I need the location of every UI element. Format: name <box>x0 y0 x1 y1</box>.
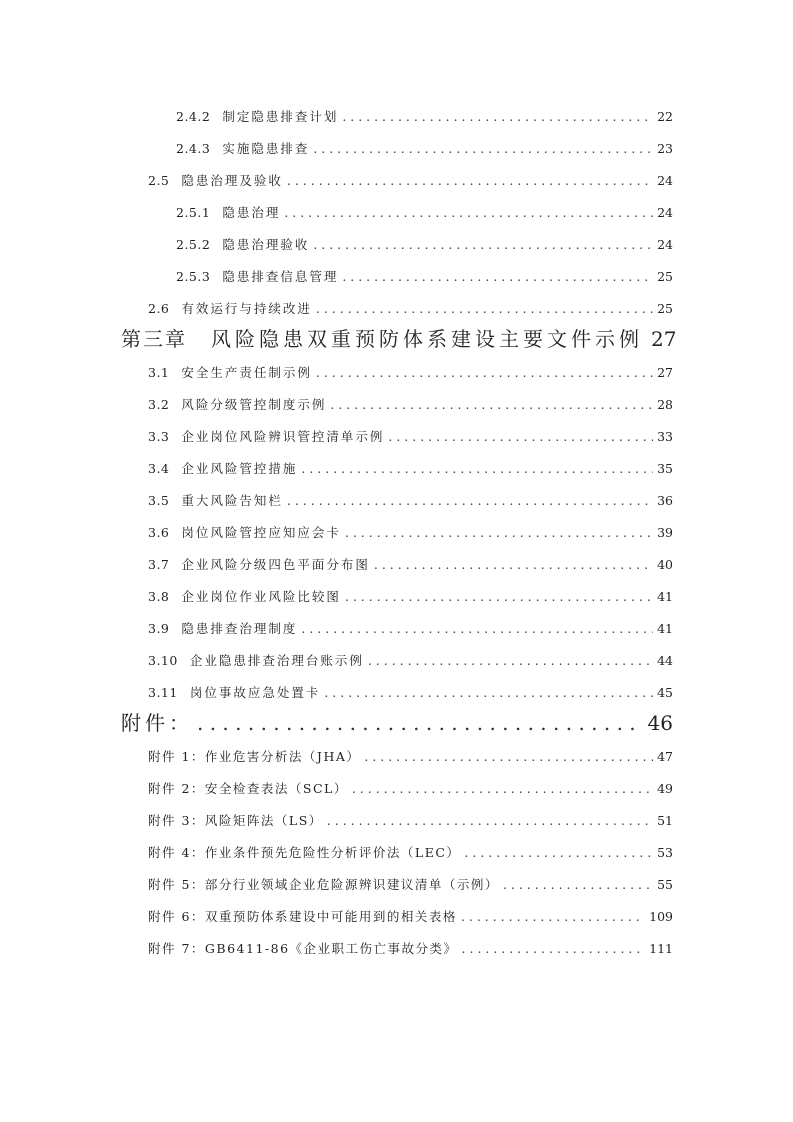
toc-entry-3-8[interactable] <box>148 588 673 606</box>
toc-entry-page: 109 <box>649 909 673 924</box>
toc-chapter-page: 27 <box>651 327 677 351</box>
toc-entry-page: 41 <box>657 621 673 636</box>
toc-entry-title: 隐患治理 <box>222 205 281 220</box>
toc-entry-title: 风险分级管控制度示例 <box>181 397 327 412</box>
toc-entry-title: 附件 2：安全检查表法（SCL） <box>148 781 348 796</box>
toc-entry-page: 41 <box>657 589 673 604</box>
toc-entry-page: 44 <box>657 653 673 668</box>
toc-appendix-4[interactable] <box>148 844 673 862</box>
toc-entry-title: 企业隐患排查治理台账示例 <box>189 653 364 668</box>
toc-entry-number: 3.10 <box>148 653 178 668</box>
toc-entry-title: 隐患治理及验收 <box>181 173 283 188</box>
toc-entry-3-11[interactable] <box>148 684 673 702</box>
toc-dot-leader <box>374 556 653 574</box>
toc-entry-number: 3.8 <box>148 589 170 604</box>
toc-appendix-7[interactable] <box>148 940 673 958</box>
toc-entry-2-5-3[interactable] <box>176 268 673 286</box>
toc-entry-2-4-3[interactable] <box>176 140 673 158</box>
toc-appendix-6[interactable] <box>148 908 673 926</box>
toc-dot-leader <box>464 844 653 862</box>
toc-entry-title: 岗位风险管控应知应会卡 <box>181 525 341 540</box>
toc-dot-leader <box>503 876 653 894</box>
toc-entry-page: 24 <box>657 205 673 220</box>
toc-dot-leader <box>287 172 653 190</box>
toc-entry-title: 企业风险分级四色平面分布图 <box>181 557 370 572</box>
toc-dot-leader <box>287 492 653 510</box>
toc-entry-title: 附件 1：作业危害分析法（JHA） <box>148 749 361 764</box>
toc-entry-number: 2.4.3 <box>176 141 211 156</box>
toc-entry-page: 28 <box>657 397 673 412</box>
toc-entry-title: 企业岗位风险辨识管控清单示例 <box>181 429 385 444</box>
toc-appendix-1[interactable] <box>148 748 673 766</box>
toc-entry-number: 2.4.2 <box>176 109 211 124</box>
toc-appendix-page: 46 <box>647 711 673 735</box>
toc-entry-page: 111 <box>649 941 673 956</box>
toc-entry-number: 3.3 <box>148 429 170 444</box>
toc-entry-page: 33 <box>657 429 673 444</box>
toc-entry-3-5[interactable] <box>148 492 673 510</box>
toc-entry-number: 2.5 <box>148 173 170 188</box>
toc-appendix-3[interactable] <box>148 812 673 830</box>
toc-entry-title: 有效运行与持续改进 <box>181 301 312 316</box>
toc-dot-leader <box>462 940 646 958</box>
toc-chapter-3[interactable] <box>121 326 677 352</box>
toc-entry-title: 隐患排查治理制度 <box>181 621 298 636</box>
toc-entry-2-6[interactable] <box>148 300 673 318</box>
toc-dot-leader <box>330 396 653 414</box>
toc-entry-page: 45 <box>657 685 673 700</box>
toc-entry-number: 2.6 <box>148 301 170 316</box>
toc-entry-title: 岗位事故应急处置卡 <box>189 685 321 700</box>
toc-entry-page: 49 <box>657 781 673 796</box>
toc-entry-3-9[interactable] <box>148 620 673 638</box>
toc-entry-number: 2.5.3 <box>176 269 211 284</box>
toc-appendix-2[interactable] <box>148 780 673 798</box>
toc-chapter-number: 第三章 <box>121 327 187 351</box>
toc-entry-3-3[interactable] <box>148 428 673 446</box>
toc-entry-2-5[interactable] <box>148 172 673 190</box>
toc-entry-title: 企业岗位作业风险比较图 <box>181 589 341 604</box>
toc-entry-page: 51 <box>657 813 673 828</box>
toc-entry-3-2[interactable] <box>148 396 673 414</box>
toc-entry-page: 25 <box>657 269 673 284</box>
toc-entry-number: 3.4 <box>148 461 170 476</box>
toc-entry-number: 2.5.1 <box>176 205 211 220</box>
toc-entry-title: 附件 5：部分行业领域企业危险源辨识建议清单（示例） <box>148 877 499 892</box>
toc-entry-title: 制定隐患排查计划 <box>222 109 339 124</box>
toc-entry-page: 22 <box>657 109 673 124</box>
toc-entry-3-6[interactable] <box>148 524 673 542</box>
toc-entry-page: 47 <box>657 749 673 764</box>
toc-entry-page: 23 <box>657 141 673 156</box>
toc-entry-number: 3.2 <box>148 397 170 412</box>
toc-appendix-5[interactable] <box>148 876 673 894</box>
toc-appendix-title: 附件： <box>121 711 193 735</box>
toc-dot-leader <box>313 236 653 254</box>
toc-entry-number: 3.5 <box>148 493 170 508</box>
toc-dot-leader <box>313 140 653 158</box>
toc-entry-3-10[interactable] <box>148 652 673 670</box>
toc-entry-title: 实施隐患排查 <box>222 141 310 156</box>
toc-entry-2-4-2[interactable] <box>176 108 673 126</box>
toc-entry-2-5-1[interactable] <box>176 204 673 222</box>
toc-dot-leader <box>197 710 644 736</box>
toc-entry-page: 36 <box>657 493 673 508</box>
toc-dot-leader <box>284 204 653 222</box>
toc-dot-leader <box>352 780 653 798</box>
toc-entry-title: 附件 4：作业条件预先危险性分析评价法（LEC） <box>148 845 461 860</box>
toc-dot-leader <box>345 524 653 542</box>
toc-dot-leader <box>461 908 645 926</box>
toc-entry-3-4[interactable] <box>148 460 673 478</box>
toc-dot-leader <box>364 748 653 766</box>
toc-dot-leader <box>345 588 653 606</box>
toc-entry-title: 附件 6：双重预防体系建设中可能用到的相关表格 <box>148 909 457 924</box>
toc-chapter-title: 风险隐患双重预防体系建设主要文件示例 <box>211 327 643 351</box>
toc-entry-number: 3.7 <box>148 557 170 572</box>
toc-dot-leader <box>316 364 653 382</box>
toc-entry-page: 35 <box>657 461 673 476</box>
toc-entry-3-1[interactable] <box>148 364 673 382</box>
toc-entry-page: 40 <box>657 557 673 572</box>
toc-entry-2-5-2[interactable] <box>176 236 673 254</box>
toc-entry-title: 隐患治理验收 <box>222 237 310 252</box>
toc-entry-page: 39 <box>657 525 673 540</box>
toc-entry-title: 附件 3：风险矩阵法（LS） <box>148 813 323 828</box>
toc-dot-leader <box>327 812 653 830</box>
toc-entry-number: 3.9 <box>148 621 170 636</box>
toc-entry-number: 3.6 <box>148 525 170 540</box>
toc-dot-leader <box>301 620 653 638</box>
toc-entry-number: 3.1 <box>148 365 170 380</box>
toc-appendix-heading[interactable] <box>121 710 673 736</box>
toc-entry-title: 附件 7：GB6411-86《企业职工伤亡事故分类》 <box>148 941 458 956</box>
toc-dot-leader <box>342 268 653 286</box>
toc-entry-3-7[interactable] <box>148 556 673 574</box>
toc-entry-page: 27 <box>657 365 673 380</box>
toc-entry-page: 24 <box>657 237 673 252</box>
toc-entry-number: 3.11 <box>148 685 178 700</box>
toc-entry-page: 24 <box>657 173 673 188</box>
toc-dot-leader <box>388 428 653 446</box>
toc-entry-title: 重大风险告知栏 <box>181 493 283 508</box>
toc-entry-page: 55 <box>657 877 673 892</box>
toc-dot-leader <box>342 108 653 126</box>
toc-dot-leader <box>324 684 653 702</box>
toc-entry-title: 企业风险管控措施 <box>181 461 298 476</box>
toc-entry-page: 25 <box>657 301 673 316</box>
toc-dot-leader <box>368 652 653 670</box>
toc-dot-leader <box>316 300 653 318</box>
toc-entry-page: 53 <box>657 845 673 860</box>
toc-entry-title: 隐患排查信息管理 <box>222 269 339 284</box>
toc-dot-leader <box>301 460 653 478</box>
toc-entry-number: 2.5.2 <box>176 237 211 252</box>
toc-entry-title: 安全生产责任制示例 <box>181 365 312 380</box>
